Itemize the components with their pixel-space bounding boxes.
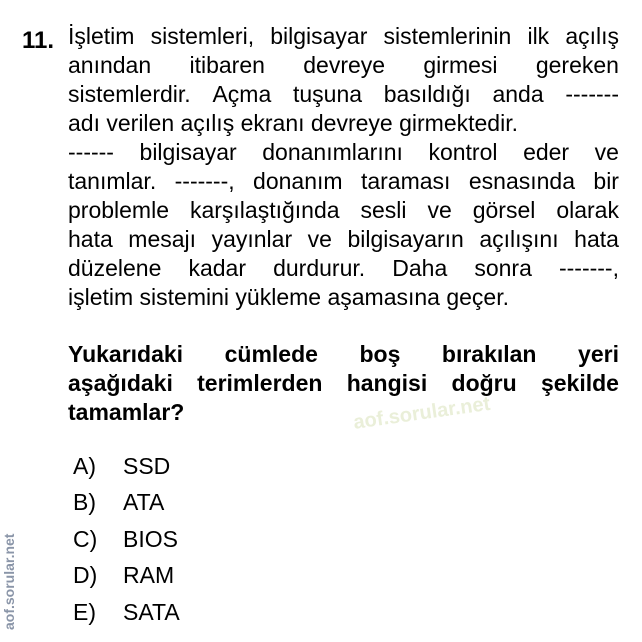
option-e[interactable] [73,594,180,631]
word: tanımlar. [68,168,157,194]
word: sistemlerinin [383,23,512,49]
word: taraması [360,168,451,194]
watermark: aof.sorular.net [352,392,492,434]
word: cümlede [224,341,318,367]
question-number: 11. [22,27,55,54]
word: kontrol [428,139,498,165]
word: açılış [565,23,619,49]
word: girmesi [423,52,498,78]
option-a[interactable] [73,448,180,485]
word: durdurur. [273,255,366,281]
blank: -------, [558,255,619,281]
sentence: adı verilen açılış ekranı devreye girmektedir. [68,110,518,136]
word: donanım [253,168,343,194]
word: bilgisayar [270,23,368,49]
word: itibaren [189,52,265,78]
prompt-line [68,398,619,427]
word: ve [427,197,452,223]
word: bilgisayar [139,139,237,165]
word: sistemleri, [150,23,255,49]
word: hangisi [346,370,428,396]
word: İşletim [68,23,135,49]
stem-line [68,80,619,109]
word: tuşuna [292,81,363,107]
word: olarak [556,197,619,223]
word: sistemlerdir. [68,81,191,107]
sentence: işletim sistemini yükleme aşamasına geçer. [68,284,509,310]
word: açılışını [479,226,559,252]
prompt-line [68,340,619,369]
question-prompt [68,340,619,427]
word: tamamlar? [68,399,185,425]
word: hata [574,226,619,252]
prompt-line [68,369,619,398]
stem-line [68,196,619,225]
stem-line [68,109,619,138]
option-c[interactable] [73,521,180,558]
stem-line [68,225,619,254]
word: eder [523,139,570,165]
option-letter: E) [73,598,96,625]
option-text: BIOS [123,525,178,552]
option-letter: B) [73,489,96,516]
stem-line [68,51,619,80]
word: ve [307,226,332,252]
question-stem [68,22,619,312]
stem-line [68,254,619,283]
word: aşağıdaki [68,370,173,396]
word: esnasında [468,168,575,194]
option-letter: C) [73,525,98,552]
word: problemle [68,197,169,223]
option-letter: D) [73,562,98,589]
word: devreye [303,52,386,78]
word: sesli [360,197,407,223]
word: karşılaştığında [189,197,340,223]
stem-line [68,22,619,51]
word: basıldığı [383,81,471,107]
word: bilgisayarın [347,226,464,252]
blank: -------, [174,168,235,194]
word: bir [593,168,619,194]
option-text: ATA [123,489,165,516]
word: görsel [472,197,536,223]
option-text: SSD [123,452,171,479]
blank: ------- [565,81,619,107]
answer-options [73,448,180,631]
word: sonra [474,255,532,281]
word: donanımlarını [262,139,403,165]
stem-line [68,167,619,196]
word: terimlerden [197,370,323,396]
word: doğru [451,370,517,396]
word: şekilde [540,370,619,396]
option-d[interactable] [73,558,180,595]
option-letter: A) [73,452,96,479]
word: Yukarıdaki [68,341,184,367]
word: kadar [188,255,246,281]
word: anda [492,81,544,107]
word: mesajı [128,226,197,252]
word: düzelene [68,255,162,281]
option-text: SATA [123,598,180,625]
word: anından [68,52,152,78]
stem-line [68,138,619,167]
word: yayınlar [211,226,293,252]
word: yeri [578,341,619,367]
word: boş [359,341,401,367]
word: hata [68,226,113,252]
word: gereken [535,52,619,78]
option-b[interactable] [73,485,180,522]
word: Açma [212,81,272,107]
word: Daha [392,255,448,281]
blank: ------ [68,139,114,165]
word: ilk [527,23,550,49]
side-watermark: aof.sorular.net [1,533,17,630]
option-text: RAM [123,562,175,589]
stem-line [68,283,619,312]
word: ve [594,139,619,165]
word: bırakılan [441,341,537,367]
